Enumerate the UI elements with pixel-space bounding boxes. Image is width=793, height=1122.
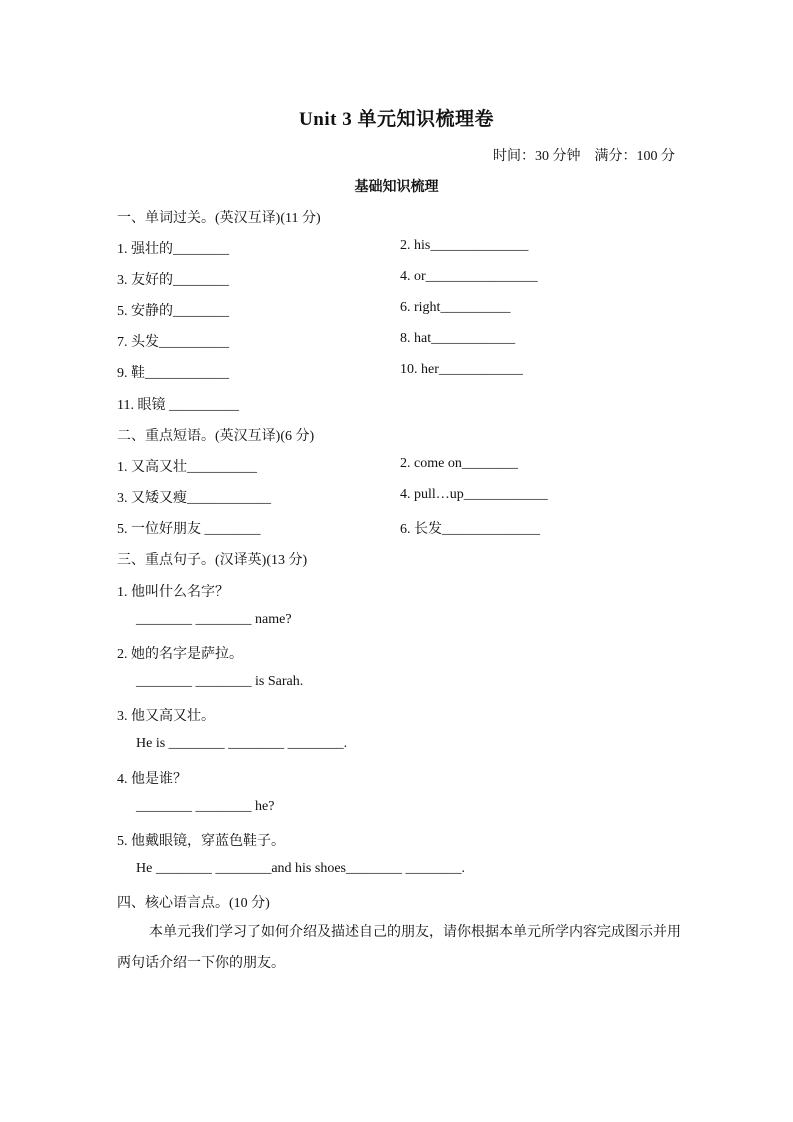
sentence-answer: He ________ ________and his shoes________ ________.: [136, 861, 465, 876]
time-score-info: 时间：30 分钟 满分：100 分: [493, 149, 675, 164]
section4-heading: 四、核心语言点。(10 分): [117, 896, 270, 911]
sentence-question: 1. 他叫什么名字？: [117, 585, 229, 600]
sentence-question: 3. 他又高又壮。: [117, 709, 215, 724]
word-item: 1. 强壮的________: [117, 242, 229, 257]
word-item: 8. hat____________: [400, 331, 516, 346]
sentence-answer: ________ ________ name?: [136, 612, 292, 627]
sentence-answer: ________ ________ he?: [136, 799, 275, 814]
section1-heading: 一、单词过关。(英汉互译)(11 分): [117, 211, 321, 226]
sentence-question: 2. 她的名字是萨拉。: [117, 647, 243, 662]
page-title: Unit 3 单元知识梳理卷: [299, 109, 494, 130]
sentence-answer: ________ ________ is Sarah.: [136, 674, 304, 689]
word-item: 9. 鞋____________: [117, 366, 229, 381]
sentence-question: 4. 他是谁？: [117, 772, 187, 787]
phrase-item: 6. 长发______________: [400, 522, 540, 537]
phrase-item: 3. 又矮又瘦____________: [117, 491, 271, 506]
phrase-item: 2. come on________: [400, 456, 518, 471]
sentence-question: 5. 他戴眼镜，穿蓝色鞋子。: [117, 834, 285, 849]
sentence-answer: He is ________ ________ ________.: [136, 736, 348, 751]
phrase-item: 1. 又高又壮__________: [117, 460, 257, 475]
section4-instructions: 本单元我们学习了如何介绍及描述自己的朋友，请你根据本单元所学内容完成图示并用两句话介绍一下你的朋友。: [117, 925, 681, 971]
word-item: 6. right__________: [400, 300, 511, 315]
word-item: 11. 眼镜 __________: [117, 398, 239, 413]
section-subtitle: 基础知识梳理: [354, 180, 439, 195]
word-item: 2. his______________: [400, 238, 529, 253]
word-item: 4. or________________: [400, 269, 538, 284]
phrase-item: 5. 一位好朋友 ________: [117, 522, 261, 537]
word-item: 10. her____________: [400, 362, 523, 377]
section2-heading: 二、重点短语。(英汉互译)(6 分): [117, 429, 315, 444]
phrase-item: 4. pull…up____________: [400, 487, 548, 502]
word-item: 3. 友好的________: [117, 273, 229, 288]
word-item: 5. 安静的________: [117, 304, 229, 319]
section3-heading: 三、重点句子。(汉译英)(13 分): [117, 553, 308, 568]
word-item: 7. 头发__________: [117, 335, 229, 350]
